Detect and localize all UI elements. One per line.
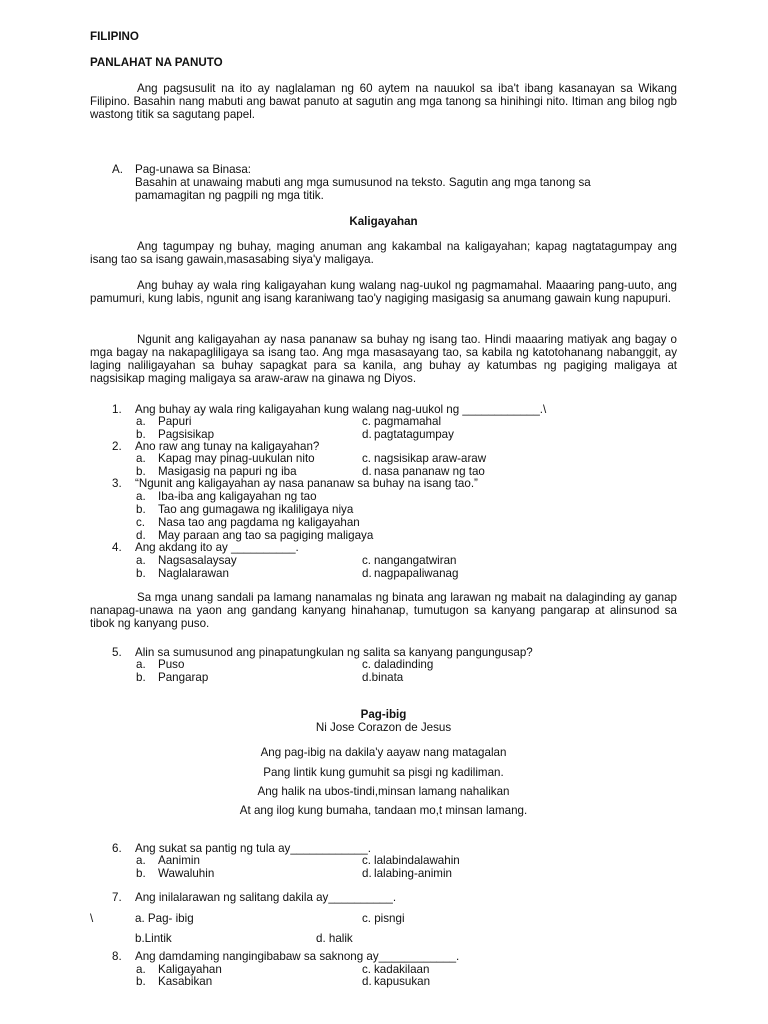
question-number: 3. (112, 477, 122, 490)
question-text: “Ngunit ang kaligayahan ay nasa pananaw sa buhay na isang tao.” (135, 477, 478, 490)
poem-author: Ni Jose Corazon de Jesus (315, 721, 452, 734)
option-text[interactable]: Kapag may pinag-uukulan nito (158, 452, 315, 465)
option-a[interactable]: a. Pag- ibig (135, 912, 194, 925)
option-letter[interactable]: d. (362, 428, 372, 441)
passage-paragraph-1: Ang tagumpay ng buhay, maging anuman ang kakambal na kaligayahan; kapag nagtatagumpay ang isang tao sa isang gawain,masasabing siya'y maligaya. (90, 240, 677, 266)
option-text[interactable]: nagpapaliwanag (374, 567, 459, 580)
question-text: Alin sa sumusunod ang pinapatungkulan ng salita sa kanyang pangungusap? (135, 646, 533, 659)
option-text[interactable]: Tao ang gumagawa ng ikaliligaya niya (158, 503, 354, 516)
option-letter[interactable]: c. (362, 658, 372, 671)
question-number: 4. (112, 541, 122, 554)
option-text[interactable]: kadakilaan (374, 963, 430, 976)
option-text[interactable]: pagtatagumpay (374, 428, 454, 441)
stray-backslash-mark: \ (90, 912, 94, 925)
option-text[interactable]: pagmamahal (374, 415, 442, 428)
option-text[interactable]: nangangatwiran (374, 554, 457, 567)
intro-paragraph: Ang pagsusulit na ito ay naglalaman ng 60 aytem na nauukol sa iba't ibang kasanayan sa Wikang Filipino. Basahin nang mabuti ang bawat panuto at sagutin ang mga tanong sa hinihingi nito. Itiman ang bilog ngb wastong titik sa sagutang papel. (90, 82, 677, 121)
option-letter[interactable]: b. (136, 867, 146, 880)
section-a-letter: A. (112, 163, 123, 176)
option-letter[interactable]: c. (136, 516, 146, 529)
option-letter[interactable]: a. (136, 415, 146, 428)
section-a-title: Pag-unawa sa Binasa: (135, 163, 252, 176)
poem-title: Pag-ibig (360, 708, 407, 721)
option-letter[interactable]: c. (362, 415, 372, 428)
question-number: 8. (112, 950, 122, 963)
option-letter[interactable]: a. (136, 963, 146, 976)
option-text[interactable]: nagsisikap araw-araw (374, 452, 487, 465)
option-text[interactable]: Papuri (158, 415, 192, 428)
option-text[interactable]: Masigasig na papuri ng iba (158, 465, 297, 478)
option-b[interactable]: b.Lintik (135, 932, 172, 945)
option-letter[interactable]: a. (136, 854, 146, 867)
poem-line: Ang pag-ibig na dakila'y aayaw nang matagalan (260, 746, 507, 759)
question-number: 1. (112, 403, 122, 416)
option-text[interactable]: Nasa tao ang pagdama ng kaligayahan (158, 516, 360, 529)
option-text[interactable]: Naglalarawan (158, 567, 229, 580)
question-text: Ang damdaming nangingibabaw sa saknong ay____________. (135, 950, 460, 963)
directions-heading: PANLAHAT NA PANUTO (90, 56, 223, 69)
question-text: Ang inilalarawan ng salitang dakila ay__________. (135, 891, 397, 904)
poem-line: Pang lintik kung gumuhit sa pisgi ng kadiliman. (263, 766, 504, 779)
question-text: Ang buhay ay wala ring kaligayahan kung walang nag-uukol ng ____________.\ (135, 403, 547, 416)
option-c[interactable]: c. pisngi (362, 912, 405, 925)
option-letter[interactable]: a. (136, 452, 146, 465)
option-text[interactable]: Kasabikan (158, 975, 213, 988)
option-letter[interactable]: c. (362, 854, 372, 867)
subject-label: FILIPINO (90, 30, 139, 43)
option-letter[interactable]: a. (136, 658, 146, 671)
option-letter[interactable]: c. (362, 963, 372, 976)
option-letter[interactable]: c. (362, 554, 372, 567)
question-text: Ang akdang ito ay __________. (135, 541, 299, 554)
option-text[interactable]: Nagsasalaysay (158, 554, 237, 567)
option-letter[interactable]: d. (362, 975, 372, 988)
option-letter[interactable]: c. (362, 452, 372, 465)
section-a-instruction: Basahin at unawaing mabuti ang mga sumusunod na teksto. Sagutin ang mga tanong sa pamamagitan ng pagpili ng mga titik. (135, 176, 591, 202)
option-text[interactable]: Pangarap (158, 671, 209, 684)
passage-title: Kaligayahan (349, 215, 418, 228)
question-number: 7. (112, 891, 122, 904)
option-text[interactable]: Kaligayahan (158, 963, 222, 976)
option-letter[interactable]: b. (136, 428, 146, 441)
passage-paragraph-3: Ngunit ang kaligayahan ay nasa pananaw sa buhay ng isang tao. Hindi maaaring matiyak ang bagay o mga bagay na nakapagliligaya sa isang tao. Ang mga masasayang tao, sa kabila ng katotohanang nabanggit, ay laging naliligayahan sa buhay sapagkat para sa kanila, ang buhay ay katumbas ng pagiging maligaya at nagsisikap maging maligaya sa araw-araw na ginawa ng Diyos. (90, 333, 677, 385)
option-letter[interactable]: b. (136, 503, 146, 516)
question-number: 2. (112, 440, 122, 453)
option-text[interactable]: Iba-iba ang kaligayahan ng tao (158, 490, 317, 503)
question-number: 5. (112, 646, 122, 659)
option-text[interactable]: Aanimin (158, 854, 200, 867)
option-letter[interactable]: b. (136, 671, 146, 684)
option-text[interactable]: lalabindalawahin (374, 854, 460, 867)
question-number: 6. (112, 842, 122, 855)
poem-line: At ang ilog kung bumaha, tandaan mo,t minsan lamang. (239, 804, 528, 817)
option-letter[interactable]: d. (136, 529, 146, 542)
option-text[interactable]: lalabing-animin (374, 867, 452, 880)
option-text[interactable]: Wawaluhin (158, 867, 215, 880)
option-letter[interactable]: b. (136, 567, 146, 580)
option-text[interactable]: daladinding (374, 658, 434, 671)
passage-2: Sa mga unang sandali pa lamang nanamalas ng binata ang larawan ng mabait na dalaginding ay ganap nanapag-unawa na yaon ang gandang kanyang hinahanap, tumutugon sa kanyang pangarap at alinsunod sa tibok ng kanyang puso. (90, 591, 677, 630)
option-letter[interactable]: d. (362, 567, 372, 580)
option-d[interactable]: d. halik (316, 932, 353, 945)
option-text[interactable]: kapusukan (374, 975, 431, 988)
option-letter[interactable]: a. (136, 554, 146, 567)
question-text: Ano raw ang tunay na kaligayahan? (135, 440, 320, 453)
option-letter[interactable]: d. (362, 465, 372, 478)
passage-paragraph-2: Ang buhay ay wala ring kaligayahan kung walang nag-uukol ng pagmamahal. Maaaring pang-uuto, ang pamumuri, kung labis, ngunit ang isang karaniwang tao'y nagiging masigasig sa anumang gawain kung napupuri. (90, 279, 677, 305)
option-text[interactable]: Pagsisikap (158, 428, 215, 441)
question-text: Ang sukat sa pantig ng tula ay____________. (135, 842, 371, 855)
option-text[interactable]: nasa pananaw ng tao (374, 465, 485, 478)
option-letter[interactable]: b. (136, 975, 146, 988)
option-text[interactable]: May paraan ang tao sa pagiging maligaya (158, 529, 374, 542)
option-letter[interactable]: d. (362, 867, 372, 880)
option-letter[interactable]: a. (136, 490, 146, 503)
poem-line: Ang halik na ubos-tindi,minsan lamang nahalikan (257, 785, 510, 798)
option-text[interactable]: Puso (158, 658, 185, 671)
option-letter[interactable]: b. (136, 465, 146, 478)
option-text[interactable]: d.binata (362, 671, 404, 684)
